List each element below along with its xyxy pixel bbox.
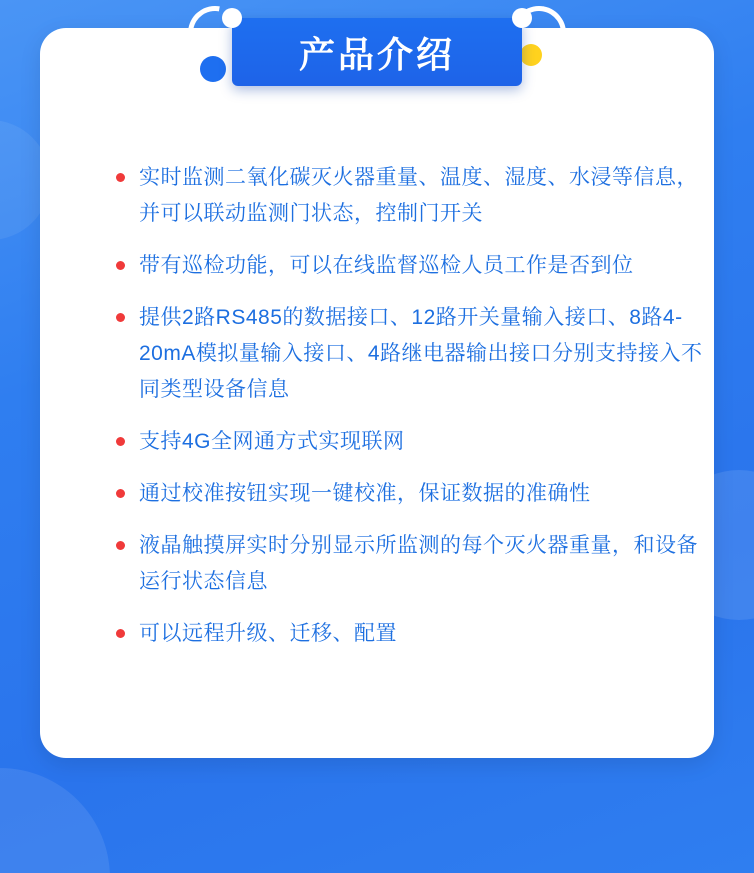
bullet-icon (116, 261, 125, 270)
notch-left-icon (222, 8, 242, 28)
list-item (116, 528, 726, 600)
feature-text: 可以远程升级、迁移、配置 (139, 622, 397, 645)
title-banner (232, 18, 522, 86)
feature-text: 支持4G全网通方式实现联网 (139, 430, 405, 453)
list-item (116, 300, 726, 408)
bullet-icon (116, 173, 125, 182)
decorative-circle-bottom-left (0, 768, 110, 873)
feature-text: 带有巡检功能，可以在线监督巡检人员工作是否到位 (139, 254, 634, 277)
header-banner-area (0, 0, 754, 120)
page-title: 产品介绍 (298, 33, 455, 75)
bullet-icon (116, 541, 125, 550)
bullet-icon (116, 437, 125, 446)
dot-blue-icon (200, 56, 226, 82)
feature-text: 实时监测二氧化碳灭火器重量、温度、湿度、水浸等信息，并可以联动监测门状态，控制门开关 (139, 166, 698, 225)
bullet-icon (116, 489, 125, 498)
list-item (116, 616, 726, 652)
list-item (116, 424, 726, 460)
bullet-icon (116, 629, 125, 638)
content-card (40, 28, 714, 758)
dot-yellow-icon (520, 44, 542, 66)
feature-list (116, 160, 726, 668)
list-item (116, 248, 726, 284)
list-item (116, 160, 726, 232)
feature-text: 提供2路RS485的数据接口、12路开关量输入接口、8路4-20mA模拟量输入接口、4路继电器输出接口分别支持接入不同类型设备信息 (139, 306, 703, 401)
list-item (116, 476, 726, 512)
bullet-icon (116, 313, 125, 322)
feature-text: 液晶触摸屏实时分别显示所监测的每个灭火器重量，和设备运行状态信息 (139, 534, 698, 593)
feature-text: 通过校准按钮实现一键校准，保证数据的准确性 (139, 482, 591, 505)
notch-right-icon (512, 8, 532, 28)
